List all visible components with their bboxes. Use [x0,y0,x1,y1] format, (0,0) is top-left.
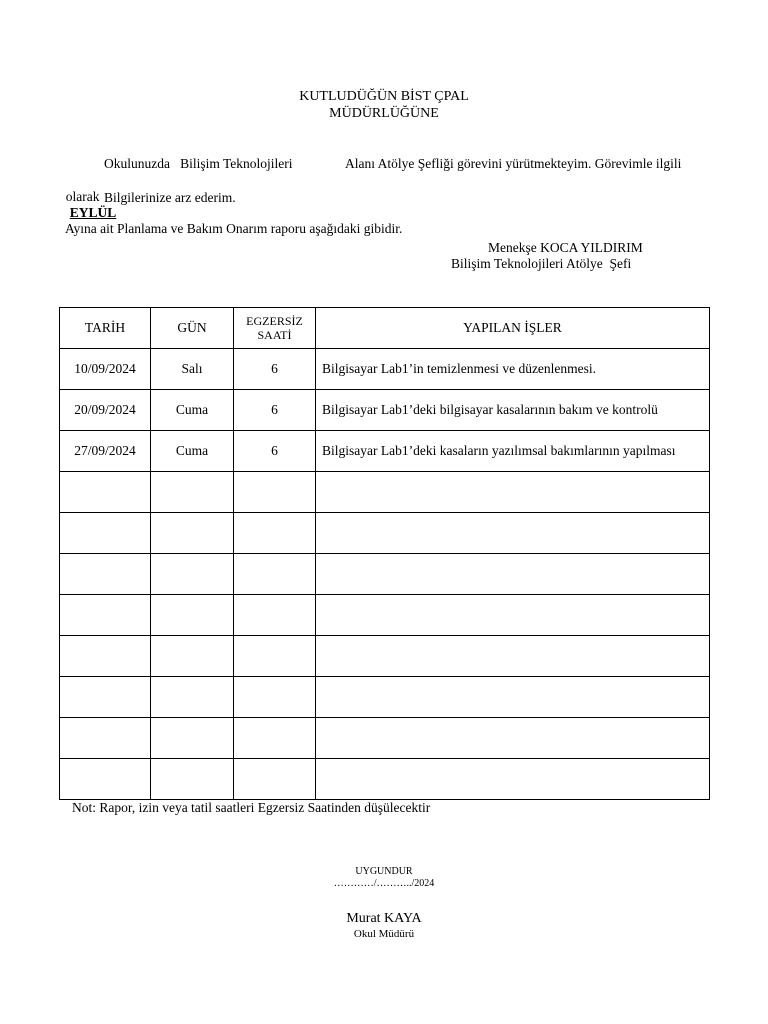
row-day: Cuma [151,431,234,472]
report-month: EYLÜL [69,205,117,220]
table-row [60,349,710,390]
empty-row [60,554,710,595]
row-date: 27/09/2024 [60,431,151,472]
row-work: Bilgisayar Lab1’in temizlenmesi ve düzenlenmesi. [316,349,710,390]
header-hours-line2: SAATİ [257,328,292,342]
work-report-table [59,307,710,800]
empty-row [60,472,710,513]
row-hours: 6 [234,349,316,390]
body-line2-end: Ayına ait Planlama ve Bakım Onarım raporu aşağıdaki gibidir. [65,221,403,236]
empty-row [60,677,710,718]
row-work: Bilgisayar Lab1’deki bilgisayar kasalarının bakım ve kontrolü [316,390,710,431]
heading-institution: KUTLUDÜĞÜN BİST ÇPAL [299,89,469,104]
table-row [60,431,710,472]
empty-row [60,513,710,554]
body-closing: Bilgilerinize arz ederim. [104,190,236,205]
row-date: 10/09/2024 [60,349,151,390]
table-header-row [60,308,710,349]
body-line1-end: Alanı Atölye Şefliği görevini yürütmekteyim. Görevimle ilgili [345,156,682,171]
row-date: 20/09/2024 [60,390,151,431]
header-hours-line1: EGZERSİZ [246,314,303,328]
body-line1-start: Okulunuzda Bilişim Teknolojileri [104,156,293,171]
principal-name: Murat KAYA [346,911,422,926]
body-line2-start: olarak [65,189,100,204]
row-hours: 6 [234,431,316,472]
approval-date: …………/………../2024 [333,878,435,889]
signatory-name: Menekşe KOCA YILDIRIM [488,240,643,255]
principal-title: Okul Müdürü [353,928,415,940]
heading-directorate: MÜDÜRLÜĞÜNE [329,106,439,121]
header-date: TARİH [60,308,151,349]
empty-row [60,718,710,759]
footnote: Not: Rapor, izin veya tatil saatleri Egzersiz Saatinden düşülecektir [72,800,431,815]
header-work: YAPILAN İŞLER [316,308,710,349]
empty-row [60,636,710,677]
signatory-role: Bilişim Teknolojileri Atölye Şefi [451,256,632,271]
table-row [60,390,710,431]
row-day: Salı [151,349,234,390]
header-day: GÜN [151,308,234,349]
empty-row [60,759,710,800]
empty-row [60,595,710,636]
row-hours: 6 [234,390,316,431]
approval-status: UYGUNDUR [355,866,413,877]
header-hours [234,308,316,349]
row-day: Cuma [151,390,234,431]
row-work: Bilgisayar Lab1’deki kasaların yazılımsal bakımlarının yapılması [316,431,710,472]
